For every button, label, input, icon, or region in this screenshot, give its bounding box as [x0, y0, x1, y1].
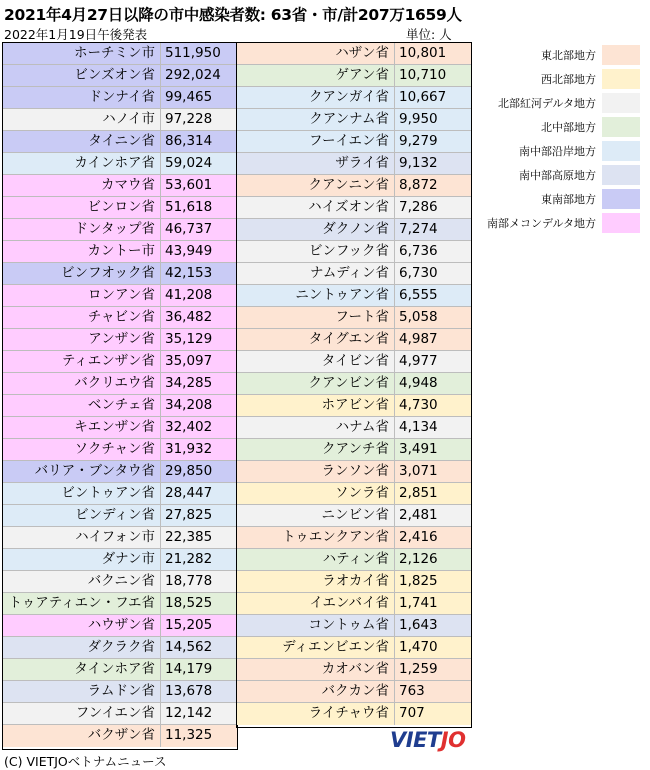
- legend-label: 東南部地方: [541, 193, 596, 206]
- chart-title: 2021年4月27日以降の市中感染者数: 63省・市/計207万1659人: [4, 6, 462, 24]
- province-name: ダクノン省: [237, 219, 395, 240]
- table-row: [3, 571, 237, 593]
- province-name: バクザン省: [3, 725, 161, 747]
- case-count: 51,618: [161, 197, 237, 218]
- table-row: [237, 505, 471, 527]
- table-row: [3, 681, 237, 703]
- table-row: [237, 681, 471, 703]
- table-row: [237, 373, 471, 395]
- table-row: [237, 395, 471, 417]
- table-row: [237, 87, 471, 109]
- legend-swatch: [602, 117, 640, 137]
- table-row: [237, 439, 471, 461]
- case-count: 9,950: [395, 109, 471, 130]
- case-count: 12,142: [161, 703, 237, 724]
- province-name: カマウ省: [3, 175, 161, 196]
- legend-item: [480, 139, 648, 163]
- table-row: [3, 417, 237, 439]
- province-name: カントー市: [3, 241, 161, 262]
- table-row: [237, 285, 471, 307]
- table-row: [3, 197, 237, 219]
- case-count: 31,932: [161, 439, 237, 460]
- case-count: 2,851: [395, 483, 471, 504]
- table-row: [237, 197, 471, 219]
- case-count: 3,491: [395, 439, 471, 460]
- table-row: [237, 219, 471, 241]
- legend-item: [480, 115, 648, 139]
- province-name: ビントゥアン省: [3, 483, 161, 504]
- province-name: ホーチミン市: [3, 43, 161, 64]
- province-name: ビンフック省: [237, 241, 395, 262]
- legend-swatch: [602, 141, 640, 161]
- province-name: アンザン省: [3, 329, 161, 350]
- province-name: ハナム省: [237, 417, 395, 438]
- region-legend: [480, 43, 648, 235]
- case-count: 4,977: [395, 351, 471, 372]
- case-count: 35,129: [161, 329, 237, 350]
- table-column-left: [2, 42, 238, 750]
- province-name: ダナン市: [3, 549, 161, 570]
- table-row: [237, 615, 471, 637]
- case-count: 14,562: [161, 637, 237, 658]
- legend-item: [480, 43, 648, 67]
- province-name: ハウザン省: [3, 615, 161, 636]
- case-count: 59,024: [161, 153, 237, 174]
- province-name: クアンニン省: [237, 175, 395, 196]
- case-count: 28,447: [161, 483, 237, 504]
- case-count: 36,482: [161, 307, 237, 328]
- province-name: ランソン省: [237, 461, 395, 482]
- unit-label: 単位: 人: [406, 27, 452, 42]
- table-row: [237, 593, 471, 615]
- province-name: ニンビン省: [237, 505, 395, 526]
- province-name: ハイフォン市: [3, 527, 161, 548]
- legend-item: [480, 211, 648, 235]
- province-name: カインホア省: [3, 153, 161, 174]
- legend-label: 北部紅河デルタ地方: [497, 97, 596, 110]
- case-count: 1,643: [395, 615, 471, 636]
- case-count: 34,285: [161, 373, 237, 394]
- province-name: クアンチ省: [237, 439, 395, 460]
- case-count: 4,987: [395, 329, 471, 350]
- table-row: [3, 131, 237, 153]
- table-row: [237, 263, 471, 285]
- table-row: [3, 285, 237, 307]
- table-row: [237, 307, 471, 329]
- legend-label: 西北部地方: [541, 73, 596, 86]
- table-row: [237, 153, 471, 175]
- case-count: 27,825: [161, 505, 237, 526]
- case-count: 97,228: [161, 109, 237, 130]
- province-name: コントゥム省: [237, 615, 395, 636]
- province-name: ニントゥアン省: [237, 285, 395, 306]
- case-count: 41,208: [161, 285, 237, 306]
- province-name: トゥエンクアン省: [237, 527, 395, 548]
- province-name: バクカン省: [237, 681, 395, 702]
- case-count: 42,153: [161, 263, 237, 284]
- legend-item: [480, 91, 648, 115]
- province-name: ライチャウ省: [237, 703, 395, 725]
- table-row: [3, 65, 237, 87]
- table-row: [237, 109, 471, 131]
- table-row: [3, 659, 237, 681]
- province-name: ゲアン省: [237, 65, 395, 86]
- table-row: [3, 351, 237, 373]
- case-count: 53,601: [161, 175, 237, 196]
- case-count: 3,071: [395, 461, 471, 482]
- table-row: [3, 549, 237, 571]
- legend-item: [480, 163, 648, 187]
- legend-label: 東北部地方: [541, 49, 596, 62]
- province-name: ラムドン省: [3, 681, 161, 702]
- province-name: クアンナム省: [237, 109, 395, 130]
- case-count: 99,465: [161, 87, 237, 108]
- province-name: ビンロン省: [3, 197, 161, 218]
- province-name: ドンナイ省: [3, 87, 161, 108]
- legend-label: 南部メコンデルタ地方: [486, 217, 596, 230]
- province-name: ベンチェ省: [3, 395, 161, 416]
- province-name: キエンザン省: [3, 417, 161, 438]
- table-row: [237, 65, 471, 87]
- legend-swatch: [602, 45, 640, 65]
- table-row: [3, 527, 237, 549]
- case-count: 7,274: [395, 219, 471, 240]
- case-count: 9,279: [395, 131, 471, 152]
- case-count: 6,555: [395, 285, 471, 306]
- province-name: ソクチャン省: [3, 439, 161, 460]
- case-count: 34,208: [161, 395, 237, 416]
- case-count: 292,024: [161, 65, 237, 86]
- case-count: 6,736: [395, 241, 471, 262]
- province-name: ホアビン省: [237, 395, 395, 416]
- table-row: [3, 307, 237, 329]
- table-row: [237, 571, 471, 593]
- case-count: 29,850: [161, 461, 237, 482]
- case-count: 7,286: [395, 197, 471, 218]
- case-count: 4,134: [395, 417, 471, 438]
- table-row: [3, 153, 237, 175]
- table-row: [3, 615, 237, 637]
- table-row: [3, 637, 237, 659]
- table-row: [3, 219, 237, 241]
- province-name: バリア・ブンタウ省: [3, 461, 161, 482]
- legend-swatch: [602, 213, 640, 233]
- province-name: ハイズオン省: [237, 197, 395, 218]
- case-count: 18,778: [161, 571, 237, 592]
- province-name: バクリエウ省: [3, 373, 161, 394]
- case-count: 511,950: [161, 43, 237, 64]
- copyright-credit: (C) VIETJOベトナムニュース: [4, 754, 167, 769]
- legend-item: [480, 67, 648, 91]
- case-count: 15,205: [161, 615, 237, 636]
- case-count: 2,126: [395, 549, 471, 570]
- province-name: タインホア省: [3, 659, 161, 680]
- province-name: トゥアティエン・フエ省: [3, 593, 161, 614]
- table-row: [237, 637, 471, 659]
- case-count: 46,737: [161, 219, 237, 240]
- table-row: [3, 395, 237, 417]
- case-count: 6,730: [395, 263, 471, 284]
- table-row: [3, 263, 237, 285]
- case-count: 1,825: [395, 571, 471, 592]
- case-count: 43,949: [161, 241, 237, 262]
- case-count: 14,179: [161, 659, 237, 680]
- table-row: [3, 461, 237, 483]
- table-row: [237, 175, 471, 197]
- case-count: 763: [395, 681, 471, 702]
- table-row: [237, 549, 471, 571]
- case-count: 1,741: [395, 593, 471, 614]
- case-count: 2,416: [395, 527, 471, 548]
- case-count: 8,872: [395, 175, 471, 196]
- legend-swatch: [602, 165, 640, 185]
- table-row: [237, 417, 471, 439]
- case-count: 2,481: [395, 505, 471, 526]
- province-name: タイグエン省: [237, 329, 395, 350]
- case-count: 5,058: [395, 307, 471, 328]
- province-name: ディエンビエン省: [237, 637, 395, 658]
- province-name: ソンラ省: [237, 483, 395, 504]
- province-name: ビンズオン省: [3, 65, 161, 86]
- province-name: クアンガイ省: [237, 87, 395, 108]
- province-name: ビンディン省: [3, 505, 161, 526]
- province-name: チャビン省: [3, 307, 161, 328]
- chart-subtitle: 2022年1月19日午後発表: [4, 27, 148, 42]
- legend-label: 南中部高原地方: [519, 169, 596, 182]
- table-row: [3, 373, 237, 395]
- legend-swatch: [602, 69, 640, 89]
- table-row: [237, 351, 471, 373]
- case-count: 11,325: [161, 725, 237, 747]
- province-name: イエンバイ省: [237, 593, 395, 614]
- table-row: [3, 483, 237, 505]
- case-count: 13,678: [161, 681, 237, 702]
- vietjo-logo: [390, 728, 465, 752]
- province-name: ティエンザン省: [3, 351, 161, 372]
- table-row: [3, 43, 237, 65]
- table-row: [3, 87, 237, 109]
- table-row: [3, 329, 237, 351]
- case-count: 22,385: [161, 527, 237, 548]
- case-count: 18,525: [161, 593, 237, 614]
- table-row: [237, 43, 471, 65]
- legend-swatch: [602, 189, 640, 209]
- table-row: [237, 131, 471, 153]
- province-name: ハザン省: [237, 43, 395, 64]
- table-row: [3, 241, 237, 263]
- table-row: [237, 703, 471, 725]
- table-row: [3, 703, 237, 725]
- table-row: [237, 241, 471, 263]
- legend-swatch: [602, 93, 640, 113]
- case-count: 35,097: [161, 351, 237, 372]
- case-count: 4,948: [395, 373, 471, 394]
- province-name: フンイエン省: [3, 703, 161, 724]
- legend-label: 北中部地方: [541, 121, 596, 134]
- province-name: ハノイ市: [3, 109, 161, 130]
- case-count: 1,470: [395, 637, 471, 658]
- legend-label: 南中部沿岸地方: [519, 145, 596, 158]
- province-name: ハティン省: [237, 549, 395, 570]
- province-name: ザライ省: [237, 153, 395, 174]
- table-row: [3, 505, 237, 527]
- table-row: [237, 527, 471, 549]
- province-name: ビンフオック省: [3, 263, 161, 284]
- case-count: 4,730: [395, 395, 471, 416]
- legend-item: [480, 187, 648, 211]
- table-row: [3, 593, 237, 615]
- case-count: 707: [395, 703, 471, 725]
- province-name: バクニン省: [3, 571, 161, 592]
- table-row: [3, 175, 237, 197]
- table-row: [3, 439, 237, 461]
- case-count: 10,801: [395, 43, 471, 64]
- case-count: 10,710: [395, 65, 471, 86]
- province-name: クアンビン省: [237, 373, 395, 394]
- table-column-right: [236, 42, 472, 728]
- province-name: フーイエン省: [237, 131, 395, 152]
- table-row: [237, 461, 471, 483]
- logo-part-viet: VIET: [390, 728, 441, 752]
- case-count: 21,282: [161, 549, 237, 570]
- province-name: タイビン省: [237, 351, 395, 372]
- logo-part-jo: JO: [440, 728, 466, 752]
- table-row: [237, 329, 471, 351]
- province-name: フート省: [237, 307, 395, 328]
- table-row: [3, 725, 237, 747]
- province-name: ナムディン省: [237, 263, 395, 284]
- province-name: ロンアン省: [3, 285, 161, 306]
- province-name: ダクラク省: [3, 637, 161, 658]
- case-count: 86,314: [161, 131, 237, 152]
- table-row: [3, 109, 237, 131]
- table-row: [237, 659, 471, 681]
- case-count: 32,402: [161, 417, 237, 438]
- province-name: タイニン省: [3, 131, 161, 152]
- case-count: 1,259: [395, 659, 471, 680]
- province-name: ドンタップ省: [3, 219, 161, 240]
- table-row: [237, 483, 471, 505]
- case-count: 9,132: [395, 153, 471, 174]
- case-count: 10,667: [395, 87, 471, 108]
- province-name: カオバン省: [237, 659, 395, 680]
- province-name: ラオカイ省: [237, 571, 395, 592]
